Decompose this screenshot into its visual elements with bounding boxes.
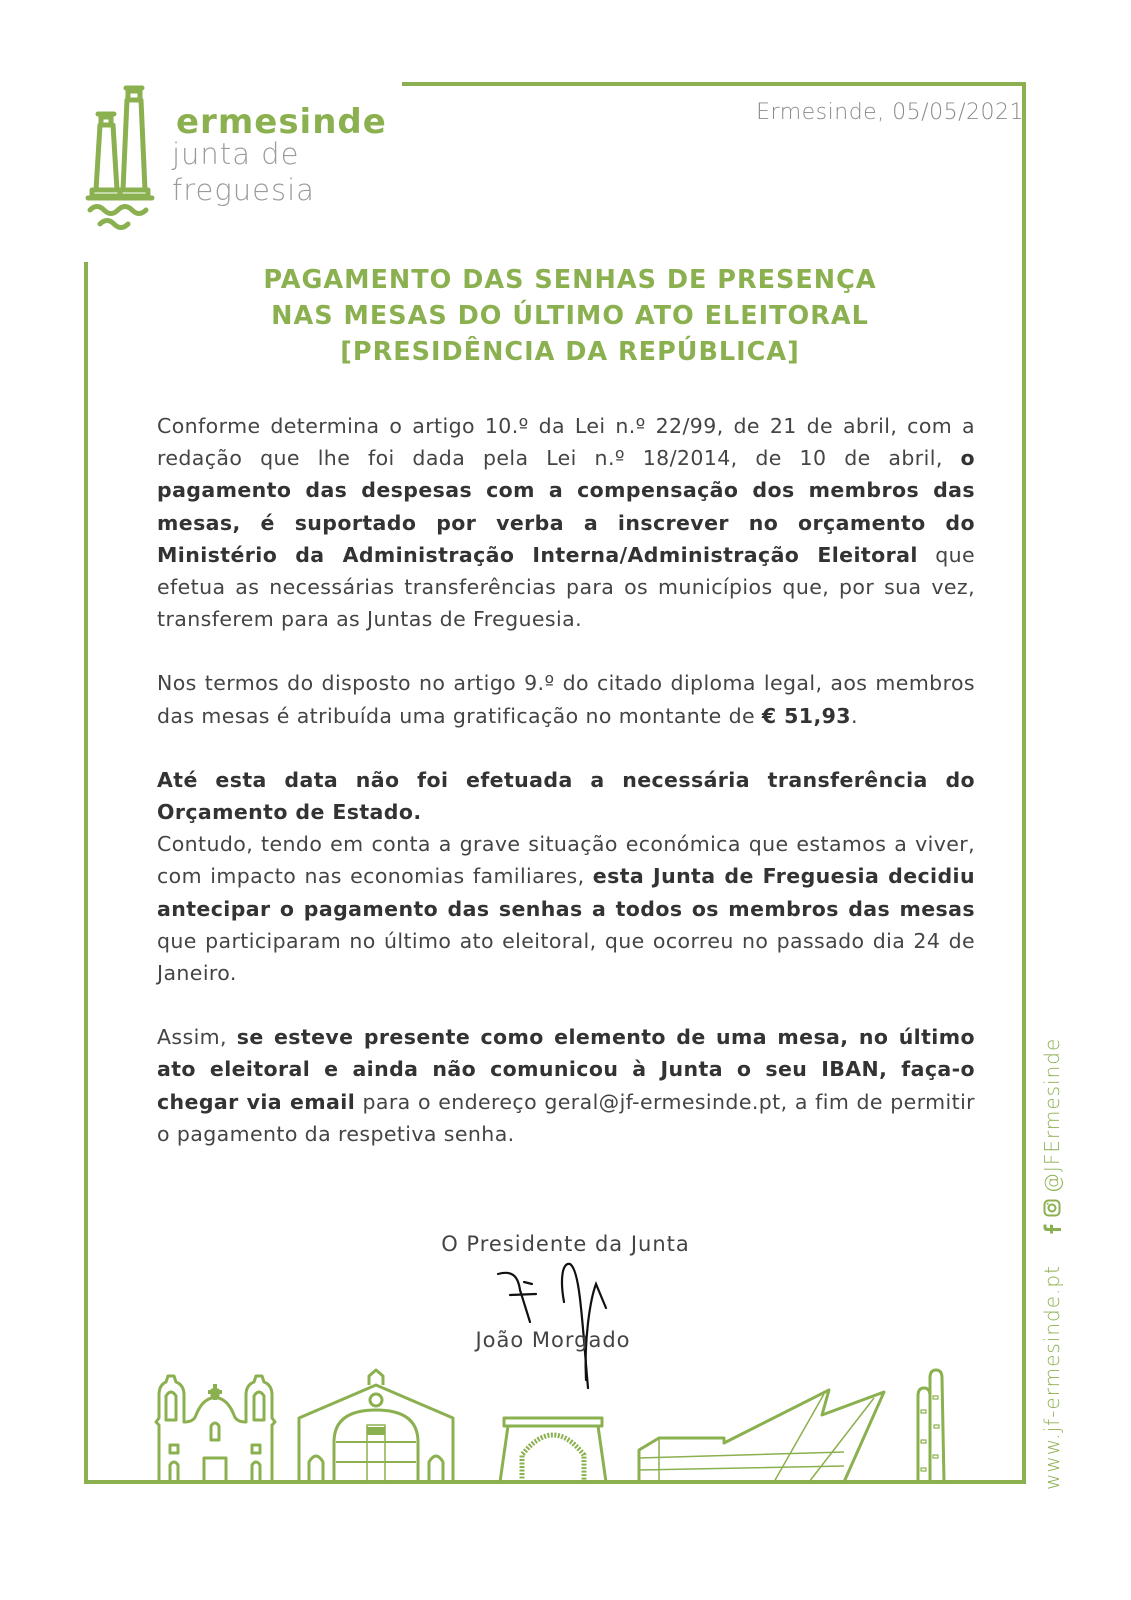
text: Conforme determina o artigo 10.º da Lei n.º 22/99, de 21 de abril, com a redação que lhe foi dada pela Lei n.º 18/2014, de 10 de abril, (157, 414, 975, 471)
paragraph-transfer-status (157, 764, 975, 828)
chimneys-icon (918, 1370, 944, 1482)
paragraph-decision (157, 828, 975, 989)
document-body (157, 410, 975, 1150)
paragraph-legal-basis (157, 410, 975, 635)
bold-text: o pagamento das despesas com a compensação dos membros das mesas, é suportado por verba a inscrever no orçamento do Ministério da Administração Interna/Administração Eleitoral (157, 446, 975, 567)
website-link[interactable]: www.jf-ermesinde.pt (1040, 1265, 1064, 1490)
arch-gate-icon (500, 1418, 606, 1482)
title-line-2: NAS MESAS DO ÚLTIMO ATO ELEITORAL (271, 301, 869, 331)
title-line-1: PAGAMENTO DAS SENHAS DE PRESENÇA (263, 265, 877, 295)
document-date: Ermesinde, 05/05/2021 (756, 100, 1024, 125)
document-title (170, 262, 970, 370)
market-hall-icon (299, 1370, 453, 1482)
brand-name: ermesinde (176, 102, 387, 142)
facebook-icon[interactable] (1043, 1223, 1061, 1237)
text: Contudo, tendo em conta a grave situação económica que estamos a viver, com impacto nas economias familiares, (157, 832, 975, 889)
text: que efetua as necessárias transferências para os municípios que, por sua vez, transferem para as Juntas de Freguesia. (157, 542, 976, 632)
church-icon (156, 1376, 275, 1482)
frame-right-line (1022, 82, 1026, 1484)
modern-building-icon (639, 1390, 884, 1482)
social-handle[interactable]: @JFErmesinde (1040, 1037, 1064, 1194)
text: Nos termos do disposto no artigo 9.º do citado diploma legal, aos membros das mesas é atribuída uma gratificação no montante de (157, 671, 975, 728)
logo (84, 84, 387, 234)
brand-sub-line-2: freguesia (172, 173, 315, 207)
frame-left-line (84, 262, 88, 1484)
text: para o endereço geral@jf-ermesinde.pt, a fim de permitir o pagamento da respetiva senha. (157, 1089, 975, 1146)
instagram-icon[interactable] (1043, 1199, 1061, 1217)
bold-text: esta Junta de Freguesia decidiu antecipar o pagamento das senhas a todos os membros das mesas (157, 864, 975, 921)
amount: € 51,93 (761, 703, 851, 728)
text: que participaram no último ato eleitoral, que ocorreu no passado dia 24 de Janeiro. (157, 928, 975, 986)
bold-text: Até esta data não foi efetuada a necessária transferência do Orçamento de Estado. (157, 767, 975, 825)
city-skyline-illustration (84, 1330, 1026, 1485)
signatory-name: João Morgado (475, 1328, 631, 1352)
bold-text: se esteve presente como elemento de uma mesa, no último ato eleitoral e ainda não comunicou à Junta o seu IBAN, faça-o chegar via email (157, 1025, 975, 1114)
frame-top-line (402, 82, 1026, 86)
side-contact-strip (1040, 1038, 1064, 1490)
twin-chimneys-water-icon (84, 84, 160, 234)
paragraph-gratification (157, 667, 975, 731)
brand-sub-line-1: junta de (172, 137, 300, 171)
title-line-3: [PRESIDÊNCIA DA REPÚBLICA] (340, 337, 800, 367)
paragraph-instructions (157, 1021, 975, 1150)
signatory-role: O Presidente da Junta (441, 1232, 690, 1256)
text: Assim, (157, 1025, 237, 1050)
text: . (850, 703, 858, 728)
